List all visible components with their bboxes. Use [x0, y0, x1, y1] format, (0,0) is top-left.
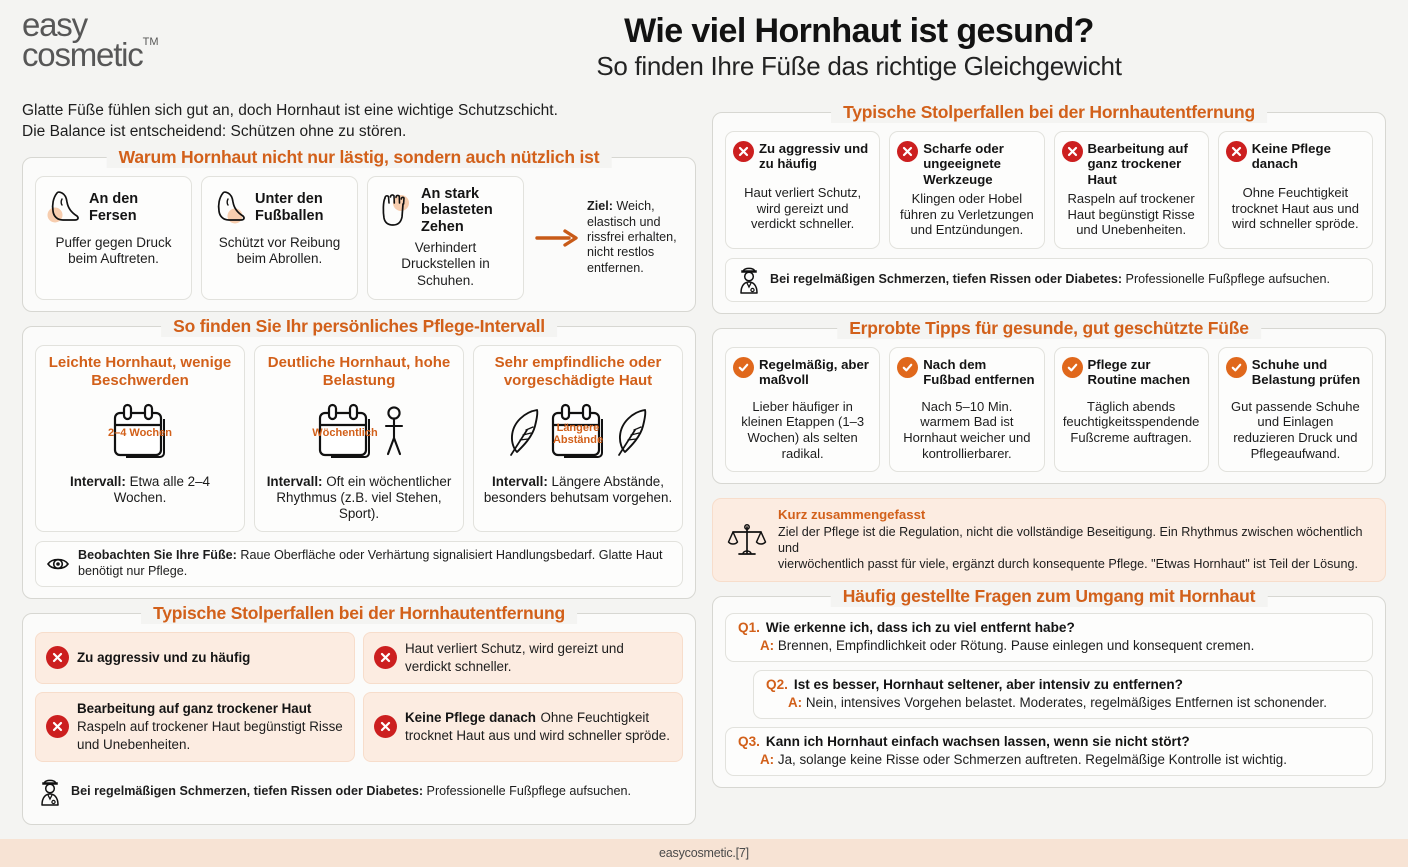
pitfall-card [1218, 131, 1373, 249]
trademark-mark: TM [142, 36, 159, 49]
brand-logo-line2: cosmetic™ [22, 36, 159, 74]
goal-block [533, 176, 683, 300]
faq-item[interactable] [725, 613, 1373, 662]
pitfall-card-desc: Raspeln auf trockener Haut begünstigt Risse und Unebenheiten. [1067, 190, 1195, 238]
calendar-icon [312, 399, 378, 465]
calendar-label: 2–4 Wochen [108, 426, 172, 439]
tips-panel [712, 317, 1386, 484]
pitfall-card [889, 131, 1044, 249]
faq-question-text: Kann ich Hornhaut einfach wachsen lassen, wenn sie nicht stört? [765, 734, 1190, 750]
interval-panel [22, 315, 696, 599]
faq-item[interactable] [753, 670, 1373, 719]
faq-answer [766, 694, 1360, 711]
faq-question [738, 734, 1360, 751]
tips-panel-legend: Erprobte Tipps für gesunde, gut geschützte Füße [837, 318, 1261, 339]
pitfalls-left-panel [22, 602, 696, 825]
left-column [22, 96, 696, 839]
lead-paragraph [22, 100, 696, 143]
title-block [330, 12, 1388, 82]
pitfall-card-desc: Haut verliert Schutz, wird gereizt und verdickt schneller. [744, 185, 862, 232]
foot-ball-icon [210, 187, 250, 229]
tip-card [725, 347, 880, 472]
pitfall-chip-desc: Haut verliert Schutz, wird gereizt und verdickt schneller. [405, 640, 624, 674]
goal-label: Ziel: [587, 199, 613, 214]
interval-label: Intervall: [492, 473, 548, 489]
faq-number: Q2. [766, 677, 788, 693]
faq-panel-legend: Häufig gestellte Fragen zum Umgang mit Hornhaut [831, 586, 1268, 607]
doctor-note [725, 258, 1373, 302]
benefit-card [35, 176, 192, 300]
benefit-description: Puffer gegen Druck beim Auftreten. [55, 234, 172, 266]
observe-note-label: Beobachten Sie Ihre Füße: [78, 548, 237, 563]
interval-card-footer [262, 474, 456, 522]
doctor-note-text [71, 784, 631, 800]
content-columns [0, 96, 1408, 839]
benefits-panel [22, 146, 696, 312]
pitfall-chip-title: Bearbeitung auf ganz trockener Haut [77, 700, 312, 716]
tip-card-desc: Lieber häufiger in kleinen Etappen (1–3 Wochen) als selten radikal. [741, 398, 865, 461]
doctor-note-body: Professionelle Fußpflege aufsuchen. [426, 783, 631, 798]
tip-card-title: Nach dem Fußbad entfernen [923, 356, 1035, 388]
faq-question [738, 620, 1360, 637]
benefit-card [201, 176, 358, 300]
right-column [712, 96, 1386, 839]
pitfall-chip [363, 632, 683, 684]
x-circle-icon [46, 715, 69, 738]
tip-card-desc: Nach 5–10 Min. warmem Bad ist Hornhaut weicher und kontrollierbarer. [903, 398, 1031, 461]
balance-scale-icon [727, 521, 767, 559]
doctor-note [35, 771, 683, 813]
pitfall-chip-desc: Raspeln auf trockener Haut begünstigt Risse und Unebenheiten. [77, 718, 343, 752]
calendar-icon [107, 399, 173, 465]
pitfall-card-title: Scharfe oder ungeeignete Werkzeuge [923, 141, 1004, 187]
faq-number: Q1. [738, 619, 760, 635]
pitfall-chip-title: Keine Pflege danach [405, 709, 536, 725]
pitfalls-left-panel-legend: Typische Stolperfallen bei der Hornhautentfernung [141, 603, 577, 624]
goal-text [587, 199, 683, 276]
interval-card-footer [43, 474, 237, 506]
summary-line-2: vierwöchentlich passt für viele, ergänzt durch konsequente Pflege. "Etwas Hornhaut" ist Teil der Lösung. [778, 556, 1358, 571]
interval-card-footer [481, 474, 675, 506]
faq-answer-text: Ja, solange keine Risse oder Schmerzen auftreten. Regelmäßige Kontrolle ist wichtig. [777, 752, 1287, 768]
benefit-description: Schützt vor Reibung beim Abrollen. [218, 234, 341, 266]
x-circle-icon [1226, 141, 1247, 162]
faq-answer-label: A: [760, 752, 775, 768]
x-circle-icon [897, 141, 918, 162]
check-circle-icon [733, 357, 754, 378]
tip-card [889, 347, 1044, 472]
lead-line-2: Die Balance ist entscheidend: Schützen ohne zu stören. [22, 123, 407, 141]
pitfall-chip [35, 632, 355, 684]
faq-answer-text: Brennen, Empfindlichkeit oder Rötung. Pause einlegen und konsequent cremen. [777, 637, 1255, 653]
interval-card-title: Leichte Hornhaut, wenige Beschwerden [48, 353, 232, 389]
pitfall-chip [35, 692, 355, 762]
faq-panel [712, 585, 1386, 788]
doctor-icon [736, 265, 762, 295]
calendar-label: Längere Abstände [552, 421, 604, 446]
standing-person-icon [382, 404, 406, 460]
tip-card-title: Pflege zur Routine machen [1087, 356, 1191, 388]
x-circle-icon [46, 646, 69, 669]
page-footer [0, 839, 1408, 867]
pitfall-card [725, 131, 880, 249]
pitfall-chip [363, 692, 683, 762]
doctor-note-label: Bei regelmäßigen Schmerzen, tiefen Rissen oder Diabetes: [770, 271, 1123, 286]
benefit-title: An stark belasteten Zehen [421, 185, 493, 235]
faq-answer [738, 637, 1360, 654]
page-subtitle: So finden Ihre Füße das richtige Gleichgewicht [596, 51, 1122, 82]
pitfall-card-desc: Klingen oder Hobel führen zu Verletzungen und Entzündungen. [900, 190, 1034, 238]
calendar-label: Wöchentlich [312, 426, 378, 439]
tip-card [1218, 347, 1373, 472]
doctor-note-label: Bei regelmäßigen Schmerzen, tiefen Rissen oder Diabetes: [71, 783, 424, 798]
interval-text: Oft ein wöchentlicher Rhythmus (z.B. viel Stehen, Sport). [276, 473, 452, 522]
observe-note-body: Raue Oberfläche oder Verhärtung signalisiert Handlungsbedarf. Glatte Haut benötigt nur Pflege. [78, 548, 663, 578]
tip-card [1054, 347, 1209, 472]
check-circle-icon [1226, 357, 1247, 378]
tip-card-title: Regelmäßig, aber maßvoll [759, 356, 869, 388]
faq-question-text: Wie erkenne ich, dass ich zu viel entfernt habe? [765, 619, 1075, 635]
benefit-card [367, 176, 524, 300]
feather-icon [507, 406, 541, 458]
faq-item[interactable] [725, 727, 1373, 776]
observe-note-text [78, 548, 672, 579]
check-circle-icon [1062, 357, 1083, 378]
benefit-title: Unter den Fußballen [255, 191, 324, 224]
arrow-right-icon [535, 227, 581, 249]
benefits-panel-legend: Warum Hornhaut nicht nur lästig, sondern auch nützlich ist [107, 147, 612, 168]
interval-label: Intervall: [266, 473, 323, 489]
x-circle-icon [374, 715, 397, 738]
summary-strip [712, 498, 1386, 582]
interval-card [473, 345, 683, 532]
x-circle-icon [1062, 141, 1083, 162]
pitfall-card [1054, 131, 1209, 249]
eye-icon [46, 554, 70, 574]
x-circle-icon [733, 141, 754, 162]
pitfalls-right-panel [712, 102, 1386, 314]
interval-card [254, 345, 464, 532]
faq-number: Q3. [738, 734, 760, 750]
page-title: Wie viel Hornhaut ist gesund? [624, 12, 1094, 50]
summary-title: Kurz zusammengefasst [778, 507, 926, 523]
faq-answer-text: Nein, intensives Vorgehen belastet. Moderates, regelmäßiges Entfernen ist schonender. [805, 695, 1327, 711]
lead-line-1: Glatte Füße fühlen sich gut an, doch Hornhaut ist eine wichtige Schutzschicht. [22, 102, 558, 119]
goal-body: Weich, elastisch und rissfrei erhalten, nicht restlos entfernen. [587, 199, 677, 275]
faq-question-text: Ist es besser, Hornhaut seltener, aber intensiv zu entfernen? [793, 677, 1183, 693]
tip-card-desc: Täglich abends feuchtigkeitsspendende Fußcreme auftragen. [1062, 398, 1200, 445]
doctor-note-text [770, 272, 1330, 288]
interval-label: Intervall: [70, 473, 126, 489]
tip-card-desc: Gut passende Schuhe und Einlagen reduzieren Druck und Pflegeaufwand. [1231, 398, 1360, 461]
foot-toes-icon [376, 190, 416, 232]
benefit-title: An den Fersen [89, 191, 139, 224]
doctor-icon [37, 777, 63, 807]
pitfall-card-title: Zu aggressiv und zu häufig [759, 141, 869, 172]
pitfall-card-title: Bearbeitung auf ganz trockener Haut [1087, 141, 1188, 187]
brand-logo [22, 6, 159, 74]
doctor-note-body: Professionelle Fußpflege aufsuchen. [1125, 271, 1330, 286]
calendar-icon [545, 399, 611, 465]
pitfall-card-desc: Ohne Feuchtigkeit trocknet Haut aus und wird schneller spröde. [1231, 185, 1359, 232]
faq-question [766, 677, 1360, 694]
foot-heel-icon [44, 187, 84, 229]
pitfalls-right-panel-legend: Typische Stolperfallen bei der Hornhautentfernung [831, 102, 1267, 123]
faq-answer-label: A: [760, 637, 775, 653]
summary-line-1: Ziel der Pflege ist die Regulation, nicht die vollständige Beseitigung. Ein Rhythmus zwischen wöchentlich und [778, 524, 1363, 555]
interval-text: Etwa alle 2–4 Wochen. [113, 473, 210, 505]
benefit-description: Verhindert Druckstellen in Schuhen. [401, 240, 490, 288]
page-header [0, 0, 1408, 96]
feather-icon [615, 406, 649, 458]
footer-text: easycosmetic.[7] [659, 845, 749, 860]
tip-card-title: Schuhe und Belastung prüfen [1251, 356, 1361, 388]
x-circle-icon [374, 646, 397, 669]
pitfall-chip-desc: Ohne Feuchtigkeit trocknet Haut aus und wird schneller spröde. [405, 709, 670, 743]
observe-note [35, 541, 683, 586]
check-circle-icon [897, 357, 918, 378]
interval-panel-legend: So finden Sie Ihr persönliches Pflege-Intervall [161, 316, 557, 337]
faq-answer [738, 751, 1360, 768]
pitfall-card-title: Keine Pflege danach [1251, 141, 1331, 172]
brand-logo-line1: easy [22, 6, 87, 43]
pitfall-chip-title: Zu aggressiv und zu häufig [77, 649, 251, 665]
interval-text: Längere Abstände, besonders behutsam vorgehen. [483, 473, 673, 505]
faq-answer-label: A: [788, 695, 803, 711]
interval-card-title: Sehr empfindliche oder vorgeschädigte Haut [494, 353, 662, 389]
interval-card [35, 345, 245, 532]
interval-card-title: Deutliche Hornhaut, hohe Belastung [267, 353, 451, 389]
